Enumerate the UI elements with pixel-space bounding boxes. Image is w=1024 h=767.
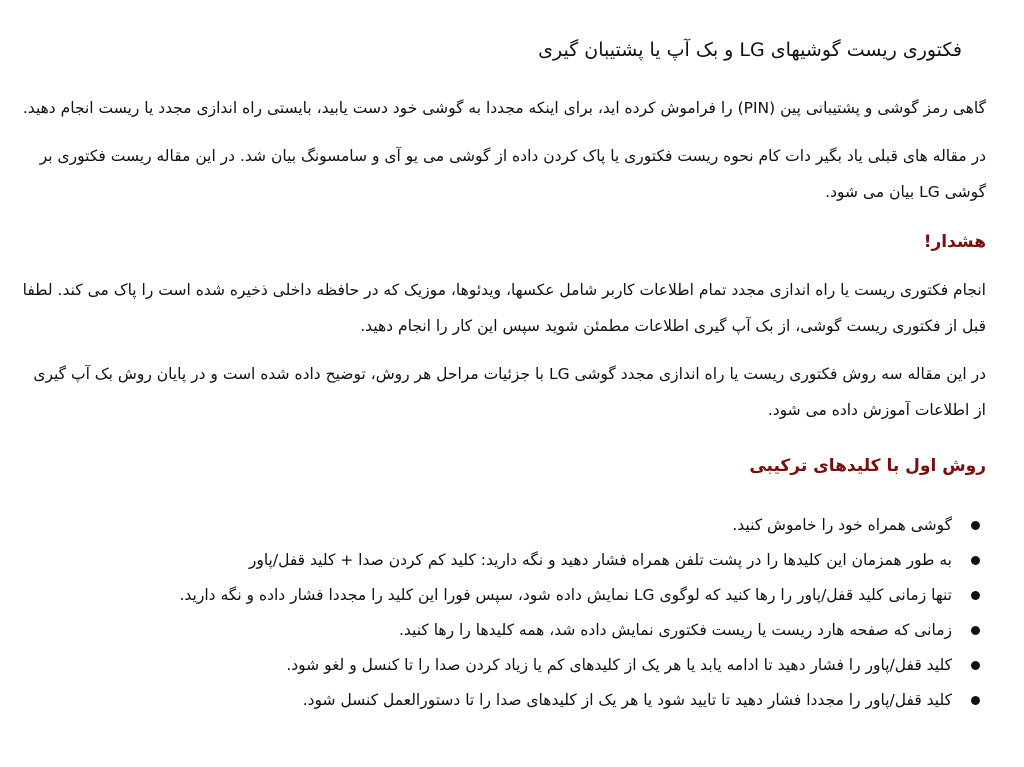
step-text: تنها زمانی کلید قفل/پاور را رها کنید که لوگوی LG نمایش داده شود، سپس فورا این کلید را مجددا فشار داده و نگه دارید. <box>179 586 952 604</box>
warning-paragraph-1: انجام فکتوری ریست یا راه اندازی مجدد تمام اطلاعات کاربر شامل عکسها، ویدئوها، موزیک که در حافظه داخلی ذخیره شده است را پاک می کند. لطفا قبل از فکتوری ریست گوشی، از بک آپ گیری اطلاعات مطمئن شوید سپس این کار را انجام دهید. <box>22 281 986 335</box>
list-item <box>22 508 986 543</box>
intro-paragraph-2: در مقاله های قبلی یاد بگیر دات کام نحوه ریست فکتوری یا پاک کردن داده از گوشی می یو آی و سامسونگ بیان شد. در این مقاله ریست فکتوری بر گوشی LG بیان می شود. <box>39 147 986 201</box>
list-item <box>22 683 986 718</box>
bullet-icon <box>971 661 980 670</box>
warning-heading: هشدار! <box>923 232 986 252</box>
article-title: فکتوری ریست گوشیهای LG و بک آپ یا پشتیبان گیری <box>538 39 962 61</box>
warning-paragraph-2: در این مقاله سه روش فکتوری ریست یا راه اندازی مجدد گوشی LG با جزئیات مراحل هر روش، توضیح داده شده است و در پایان روش بک آپ گیری از اطلاعات آموزش داده می شود. <box>33 365 986 419</box>
step-text: کلید قفل/پاور را مجددا فشار دهید تا تایید شود یا هر یک از کلیدهای صدا را تا دستورالعمل کنسل شود. <box>302 691 952 709</box>
list-item <box>22 578 986 613</box>
method1-heading: روش اول با کلیدهای ترکیبی <box>749 456 986 476</box>
list-item <box>22 648 986 683</box>
bullet-icon <box>971 556 980 565</box>
step-text: زمانی که صفحه هارد ریست یا ریست فکتوری نمایش داده شد، همه کلیدها را رها کنید. <box>398 621 952 639</box>
step-text: گوشی همراه خود را خاموش کنید. <box>732 516 952 534</box>
method1-steps-list <box>22 508 986 718</box>
bullet-icon <box>971 696 980 705</box>
list-item <box>22 543 986 578</box>
bullet-icon <box>971 626 980 635</box>
step-text: به طور همزمان این کلیدها را در پشت تلفن همراه فشار دهید و نگه دارید: کلید کم کردن صدا + کلید قفل/پاور <box>248 551 952 569</box>
step-text: کلید قفل/پاور را فشار دهید تا ادامه یابد یا هر یک از کلیدهای کم یا زیاد کردن صدا را تا کنسل و لغو شود. <box>286 656 952 674</box>
bullet-icon <box>971 521 980 530</box>
bullet-icon <box>971 591 980 600</box>
intro-paragraph-1: گاهی رمز گوشی و پشتیبانی پین (PIN) را فراموش کرده اید، برای اینکه مجددا به گوشی خود دست یابید، بایستی راه اندازی مجدد یا ریست انجام دهید. <box>22 99 986 117</box>
list-item <box>22 613 986 648</box>
